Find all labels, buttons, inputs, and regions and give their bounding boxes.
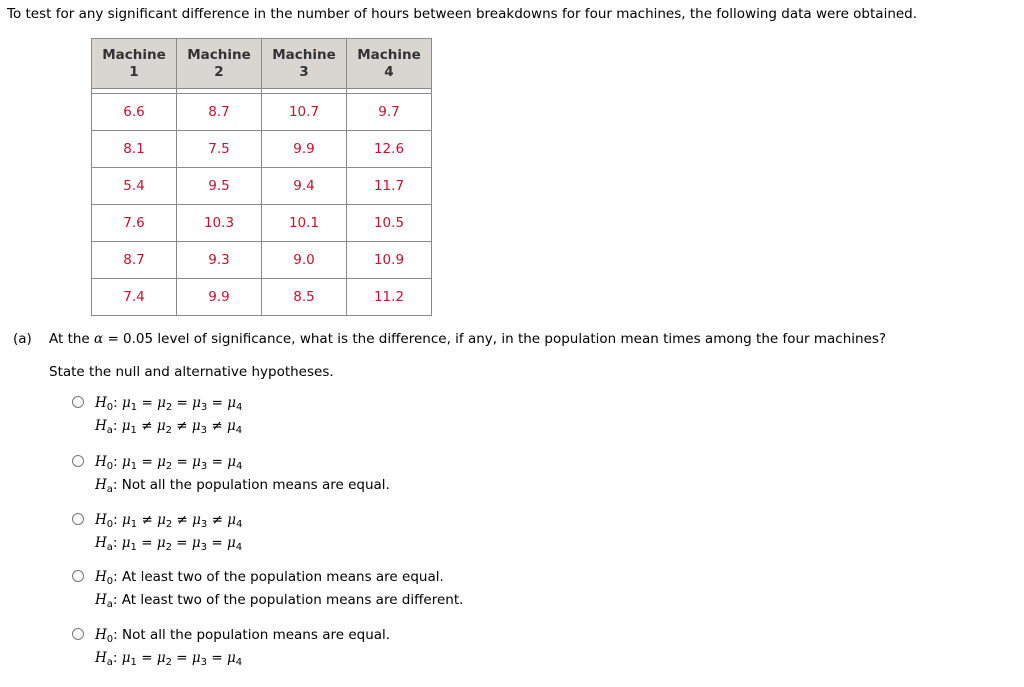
alpha-symbol: α (94, 331, 104, 347)
part-a-label: (a) (13, 331, 32, 347)
table-cell: 9.0 (262, 242, 347, 279)
option-3-ha: $H_a$: $\mu_1 = \mu_2 = \mu_3 = \mu_4$ (95, 535, 243, 553)
table-cell: 12.6 (347, 131, 432, 168)
table-cell: 10.9 (347, 242, 432, 279)
table-cell: 9.9 (177, 279, 262, 316)
table-header-row (92, 39, 432, 89)
table-row (92, 94, 432, 131)
option-3-h0: $H_0$: $\mu_1 \ne \mu_2 \ne \mu_3 \ne \mu_4$ (95, 512, 243, 530)
header-machine-2: Machine 2 (177, 39, 262, 89)
table-row (92, 279, 432, 316)
table-cell: 6.6 (92, 94, 177, 131)
radio-button-icon[interactable] (72, 396, 84, 408)
table-cell: 8.1 (92, 131, 177, 168)
table-row (92, 168, 432, 205)
table-cell: 10.1 (262, 205, 347, 242)
option-4-ha: $H_a$: At least two of the population means are different. (95, 592, 464, 610)
table-row (92, 205, 432, 242)
option-5-h0: $H_0$: Not all the population means are equal. (95, 627, 391, 645)
hypotheses-prompt: State the null and alternative hypotheses. (49, 364, 334, 380)
table-cell: 10.5 (347, 205, 432, 242)
option-4-h0: $H_0$: At least two of the population means are equal. (95, 569, 444, 587)
table-row (92, 131, 432, 168)
table-cell: 10.7 (262, 94, 347, 131)
radio-button-icon[interactable] (72, 513, 84, 525)
table-row (92, 242, 432, 279)
header-machine-1: Machine 1 (92, 39, 177, 89)
table-cell: 8.5 (262, 279, 347, 316)
table-cell: 7.5 (177, 131, 262, 168)
table-cell: 9.9 (262, 131, 347, 168)
table-cell: 10.3 (177, 205, 262, 242)
table-cell: 7.6 (92, 205, 177, 242)
option-2-ha: $H_a$: Not all the population means are equal. (95, 477, 390, 495)
part-a-question: (a) At the α = 0.05 level of significance, what is the difference, if any, in the population mean times among the four machines? (13, 331, 887, 347)
table-cell: 7.4 (92, 279, 177, 316)
header-machine-3: Machine 3 (262, 39, 347, 89)
table-cell: 5.4 (92, 168, 177, 205)
table-cell: 9.3 (177, 242, 262, 279)
table-cell: 9.7 (347, 94, 432, 131)
table-cell: 9.5 (177, 168, 262, 205)
header-machine-4: Machine 4 (347, 39, 432, 89)
table-cell: 8.7 (92, 242, 177, 279)
table-cell: 11.2 (347, 279, 432, 316)
machine-data-table (91, 38, 432, 316)
option-2-h0: $H_0$: $\mu_1 = \mu_2 = \mu_3 = \mu_4$ (95, 454, 243, 472)
intro-text: To test for any significant difference in the number of hours between breakdowns for four machines, the following data were obtained. (7, 6, 918, 22)
option-1-ha: $H_a$: $\mu_1 \ne \mu_2 \ne \mu_3 \ne \mu_4$ (95, 418, 243, 436)
radio-button-icon[interactable] (72, 570, 84, 582)
option-5-ha: $H_a$: $\mu_1 = \mu_2 = \mu_3 = \mu_4$ (95, 650, 243, 668)
table-cell: 11.7 (347, 168, 432, 205)
table-cell: 8.7 (177, 94, 262, 131)
radio-button-icon[interactable] (72, 628, 84, 640)
option-1-h0: $H_0$: $\mu_1 = \mu_2 = \mu_3 = \mu_4$ (95, 395, 243, 413)
radio-button-icon[interactable] (72, 455, 84, 467)
table-cell: 9.4 (262, 168, 347, 205)
